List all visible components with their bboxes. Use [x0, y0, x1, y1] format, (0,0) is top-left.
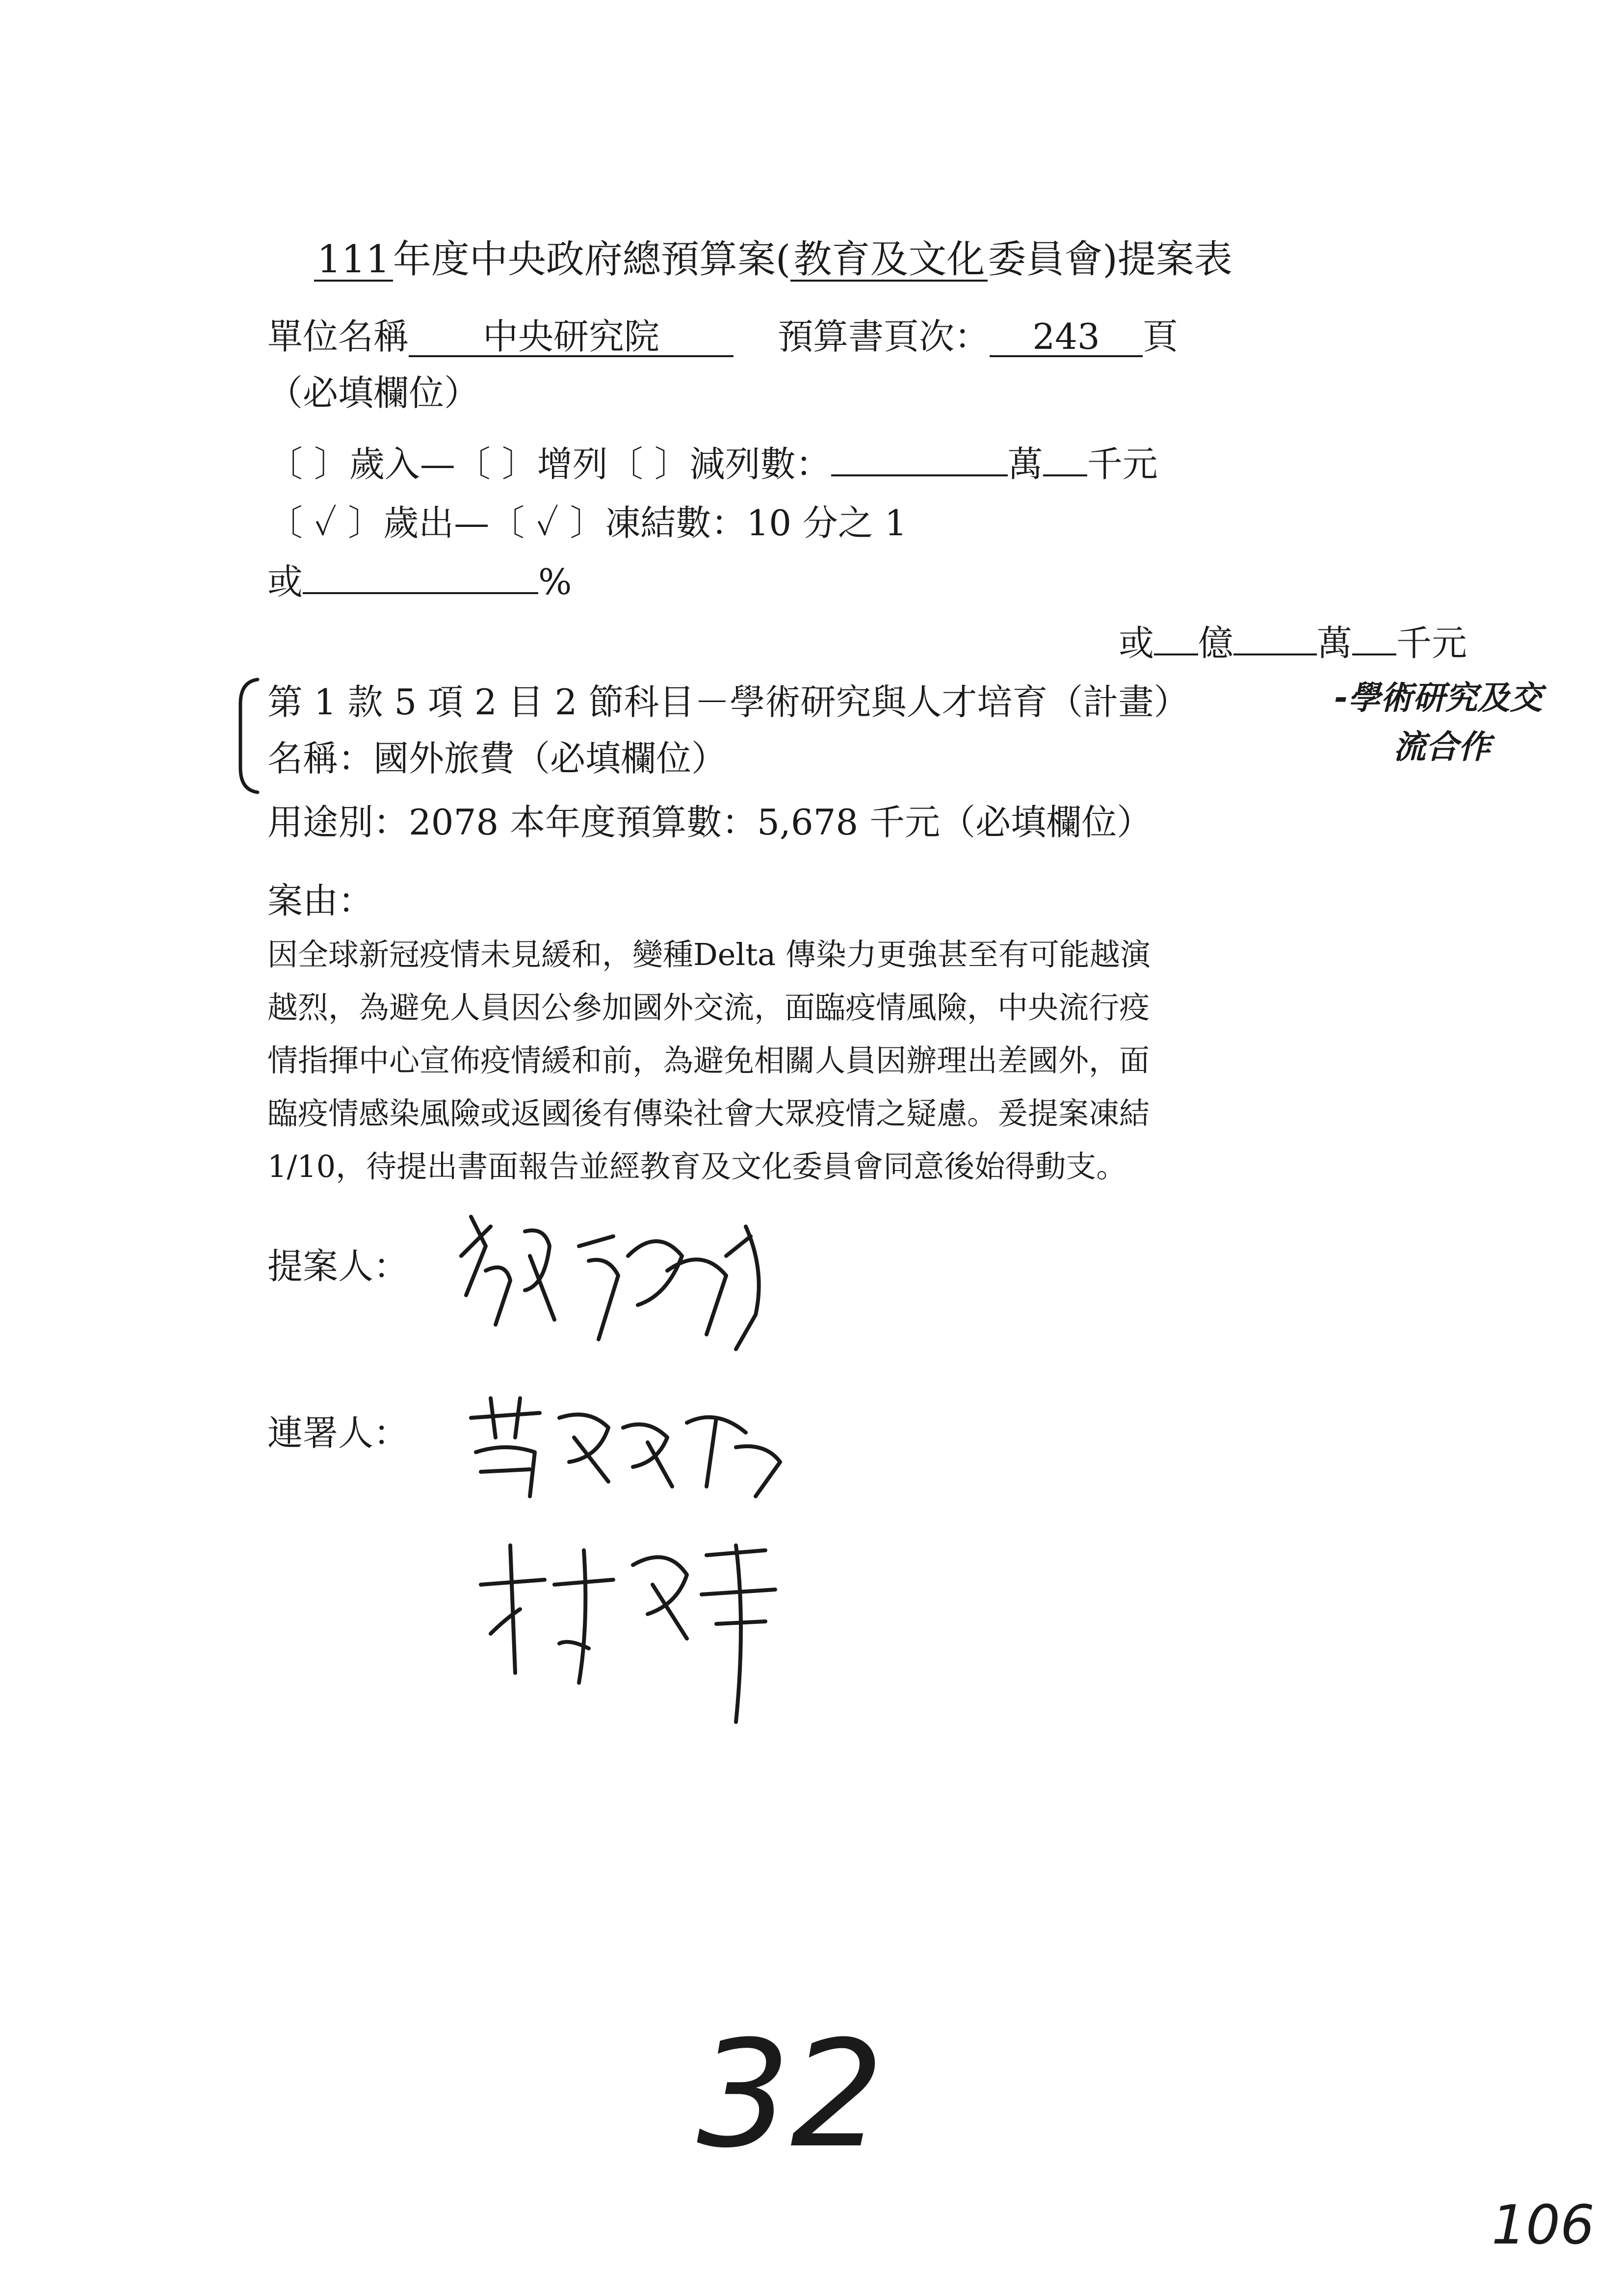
- reason-label: 案由：: [267, 880, 374, 921]
- name-line: 名稱：國外旅費（必填欄位）: [267, 738, 727, 779]
- qian-label-2: 千元: [1396, 623, 1467, 664]
- percent-blank: [303, 565, 538, 594]
- form-title: [314, 237, 1232, 282]
- reason-line: 因全球新冠疫情未見緩和，變種Delta 傳染力更強甚至有可能越演: [267, 937, 1151, 972]
- bracket-mark: [231, 675, 270, 797]
- amount-row: [1119, 623, 1467, 664]
- percent-row: [267, 561, 572, 602]
- yi-label: 億: [1198, 623, 1234, 664]
- proposer-label: 提案人：: [267, 1246, 409, 1287]
- year-field: 111: [314, 240, 393, 282]
- or-label: 或: [267, 561, 303, 602]
- page-value: 243: [990, 319, 1143, 357]
- reason-line: 臨疫情感染風險或返國後有傳染社會大眾疫情之疑慮。爰提案凍結: [267, 1096, 1150, 1131]
- income-row: [267, 444, 1158, 485]
- page-unit: 頁: [1143, 316, 1179, 357]
- cosigner-label: 連署人：: [267, 1412, 409, 1454]
- income-options: 〔 〕歲入—〔 〕增列〔 〕減列數：: [267, 444, 831, 485]
- unit-label: 單位名稱: [267, 316, 409, 357]
- unit-required-note: （必填欄位）: [267, 372, 480, 414]
- page-number-corner: 106: [1492, 2193, 1595, 2256]
- usage-line: 用途別：2078 本年度預算數：5,678 千元（必填欄位）: [267, 802, 1153, 843]
- unit-row: [267, 316, 1179, 357]
- qian-label: 千元: [1087, 444, 1158, 485]
- expense-row: 〔 ✓ 〕歲出—〔 ✓ 〕凍結數：10 分之 1: [267, 502, 907, 544]
- subject-line: 第 1 款 5 項 2 目 2 節科目－學術研究與人才培育（計畫）: [267, 681, 1189, 723]
- handwritten-note-2: 流合作: [1393, 728, 1491, 766]
- committee-field: 教育及文化: [790, 240, 988, 282]
- handwritten-note-1: -學術研究及交: [1335, 679, 1543, 717]
- title-mid: 年度中央政府總預算案(: [393, 237, 791, 282]
- page-label: 預算書頁次：: [778, 316, 990, 357]
- or-blank: [1154, 626, 1198, 655]
- wan-label: 萬: [1007, 444, 1043, 485]
- title-end: 委員會)提案表: [988, 237, 1232, 282]
- reason-line: 越烈，為避免人員因公參加國外交流，面臨疫情風險，中央流行疫: [267, 990, 1150, 1025]
- wan-blank: [1043, 447, 1087, 476]
- percent-sign: %: [538, 561, 572, 602]
- unit-value: 中央研究院: [409, 319, 733, 357]
- cosigner-signature-1: [461, 1388, 814, 1516]
- reason-line: 1/10，待提出書面報告並經教育及文化委員會同意後始得動支。: [267, 1148, 1127, 1184]
- wan-label-2: 萬: [1317, 623, 1353, 664]
- cosigner-signature-2: [471, 1526, 814, 1751]
- or-label-2: 或: [1119, 623, 1154, 664]
- proposer-signature: [451, 1197, 824, 1383]
- reason-line: 情指揮中心宣佈疫情緩和前，為避免相關人員因辦理出差國外，面: [267, 1043, 1150, 1078]
- page-number-main: 32: [697, 2009, 884, 2180]
- wan-blank-2: [1352, 626, 1396, 655]
- amount-blank: [831, 447, 1008, 476]
- yi-blank: [1233, 626, 1317, 655]
